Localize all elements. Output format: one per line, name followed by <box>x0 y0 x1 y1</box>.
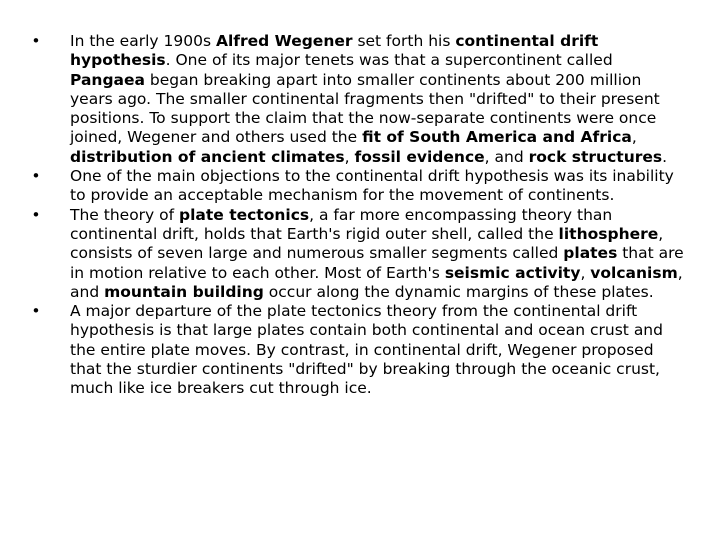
text-run: In the early 1900s <box>70 32 216 50</box>
bullet-item <box>28 302 688 398</box>
bold-term: volcanism <box>590 263 678 282</box>
bullet-dot: • <box>31 302 41 321</box>
text-run: , <box>631 128 637 147</box>
text-run: . <box>662 147 668 166</box>
bullet-item <box>28 32 688 167</box>
bullet-item <box>28 167 688 206</box>
bullet-text <box>70 32 667 166</box>
text-run: A major departure of the plate tectonics theory from the continental drift hypothesis is that large plates contain both continental and ocean crust and the entire plate moves. By contrast, in continental drift, Wegener proposed that the sturdier continents "drifted" by breaking through the oceanic crust, much like ice breakers cut through ice. <box>70 302 663 398</box>
bold-term: Pangaea <box>70 70 145 89</box>
text-run: occur along the dynamic margins of these plates. <box>263 282 654 301</box>
bold-term: Alfred Wegener <box>215 32 353 50</box>
bullet-text <box>70 167 674 204</box>
bullet-dot: • <box>31 205 41 224</box>
bold-term: plates <box>563 244 618 263</box>
bold-term: fossil evidence <box>354 147 485 166</box>
bullet-dot: • <box>31 32 41 50</box>
bold-term: fit of South America and Africa <box>362 128 632 147</box>
text-run: , consists of seven large and numerous smaller segments called <box>70 224 664 263</box>
text-run: set forth his <box>352 32 456 50</box>
text-run: , <box>580 263 591 282</box>
bold-term: distribution of ancient climates <box>70 147 345 166</box>
bold-term: rock structures <box>528 147 663 166</box>
text-run: . One of its major tenets was that a supercontinent called <box>165 51 613 70</box>
text-run: began breaking apart into smaller continents about 200 million years ago. The smaller continental fragments then "drifted" to their present positions. To support the claim that the now-separate continents were once joined, Wegener and others used the <box>70 70 660 147</box>
bullet-text <box>70 206 684 301</box>
bold-term: lithosphere <box>558 224 659 243</box>
bold-term: mountain building <box>104 282 264 301</box>
bold-term: continental drift hypothesis <box>70 32 599 70</box>
text-run: The theory of <box>70 205 180 224</box>
bullet-text <box>70 302 663 397</box>
bold-term: plate tectonics <box>179 205 310 224</box>
text-run: , a far more encompassing theory than continental drift, holds that Earth's rigid outer shell, called the <box>70 205 613 243</box>
text-run: , and <box>484 147 529 166</box>
text-run: One of the main objections to the continental drift hypothesis was its inability to provide an acceptable mechanism for the movement of continents. <box>70 167 674 205</box>
bullet-item <box>28 206 688 302</box>
bullet-dot: • <box>31 167 41 186</box>
text-run: that are in motion relative to each other. Most of Earth's <box>70 244 684 282</box>
bold-term: seismic activity <box>444 263 581 282</box>
bullet-list <box>28 32 688 399</box>
text-run: , <box>344 147 355 166</box>
text-run: , and <box>70 263 683 301</box>
